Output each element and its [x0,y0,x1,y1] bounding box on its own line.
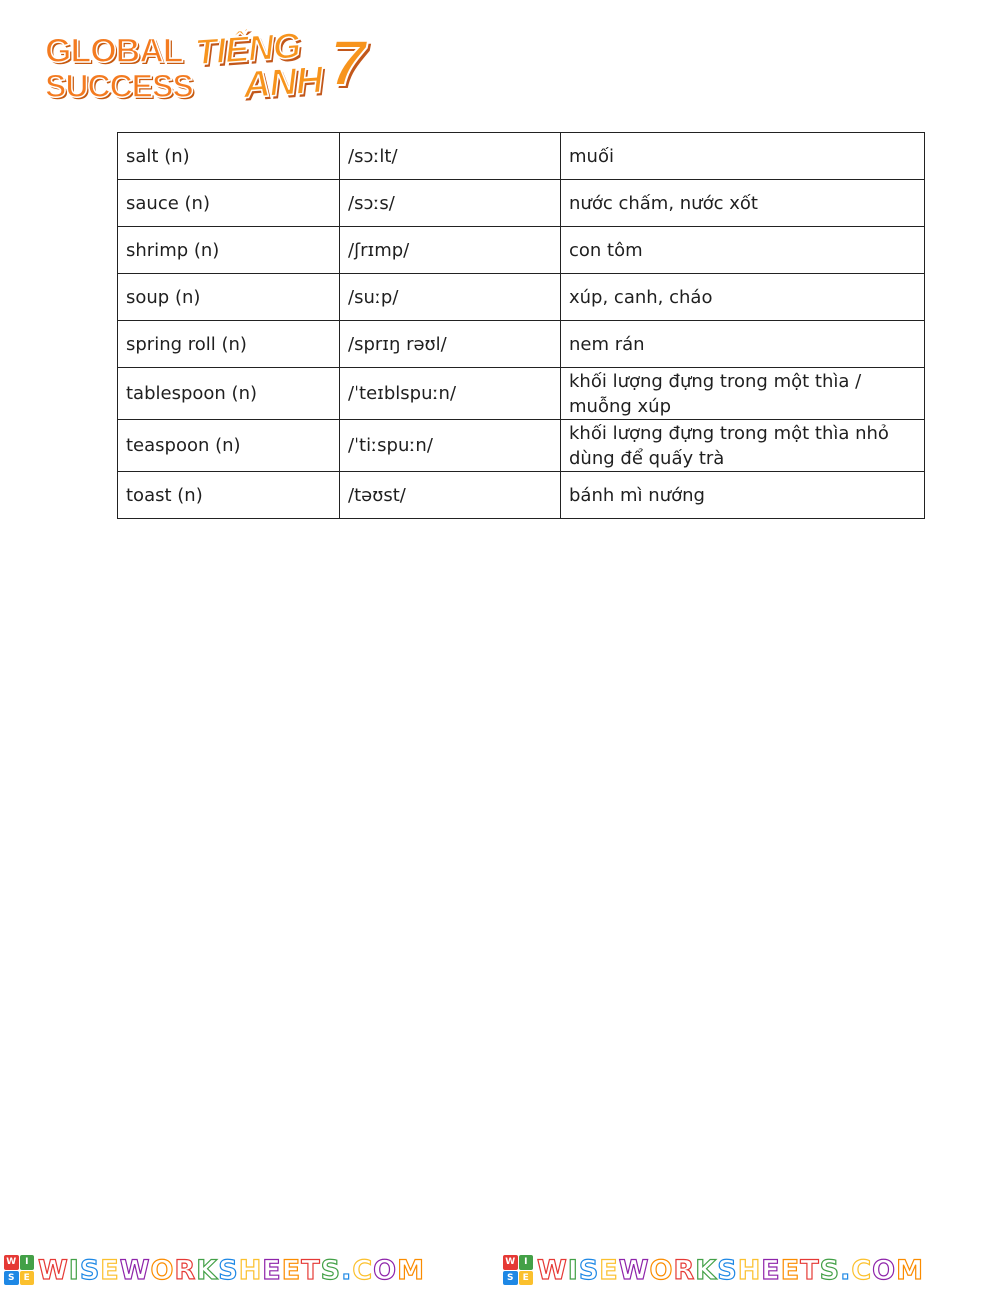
ipa-cell: /sɔːs/ [340,180,561,227]
watermark-letter: W [618,1254,650,1286]
ipa-cell: /ˈteɪblspuːn/ [340,368,561,420]
tieng-anh-line2: ANH [241,59,324,107]
watermark-letter: O [872,1254,897,1286]
table-row [118,274,925,321]
watermark-letter: E [262,1254,282,1286]
watermark-letter: O [649,1254,674,1286]
meaning-cell: nước chấm, nước xốt [561,180,925,227]
meaning-cell: nem rán [561,321,925,368]
grade-number: 7 [330,27,366,99]
word-cell: spring roll (n) [118,321,340,368]
watermark-letter: T [301,1254,321,1286]
watermark-letter: O [150,1254,175,1286]
table-row [118,227,925,274]
watermark-letter: E [780,1254,801,1286]
word-cell: salt (n) [118,133,340,180]
watermark-letter: . [341,1254,353,1286]
watermark-letter: K [695,1254,718,1286]
header-logos [45,18,385,113]
word-cell: toast (n) [118,472,340,519]
watermark-letter: R [673,1254,696,1286]
meaning-cell: xúp, canh, cháo [561,274,925,321]
watermark-letter: E [761,1254,781,1286]
watermark-letter: E [281,1254,302,1286]
watermark-letter: E [599,1254,619,1286]
tieng-anh-line1: TIẾNG [193,24,302,73]
meaning-cell: khối lượng đựng trong một thìa nhỏ dùng để quấy trà [561,420,925,472]
vocabulary-table [117,132,925,519]
ipa-cell: /təʊst/ [340,472,561,519]
global-success-line2: SUCCESS [45,68,193,104]
ipa-cell: /ˈtiːspuːn/ [340,420,561,472]
watermark-letter: S [218,1254,239,1286]
footer-watermark [0,1252,1000,1288]
watermark-text [537,1255,924,1286]
watermark-letter: C [851,1254,873,1286]
word-cell: teaspoon (n) [118,420,340,472]
word-cell: tablespoon (n) [118,368,340,420]
table-row [118,180,925,227]
watermark-left [4,1254,425,1286]
watermark-letter: . [840,1254,852,1286]
watermark-letter: S [578,1254,600,1286]
global-success-logo [45,20,193,110]
watermark-letter: K [196,1254,219,1286]
word-cell: shrimp (n) [118,227,340,274]
watermark-letter: W [119,1254,151,1286]
global-success-line1: GLOBAL [45,32,183,70]
ipa-cell: /sprɪŋ rəʊl/ [340,321,561,368]
watermark-right [503,1254,924,1286]
meaning-cell: bánh mì nướng [561,472,925,519]
watermark-letter: H [737,1254,762,1286]
wiseworksheets-badge-icon: W I S E [503,1255,533,1285]
watermark-letter: C [352,1254,374,1286]
watermark-letter: M [397,1254,425,1286]
meaning-cell: muối [561,133,925,180]
watermark-letter: I [68,1254,80,1286]
watermark-letter: H [238,1254,263,1286]
watermark-letter: S [79,1254,101,1286]
meaning-cell: khối lượng đựng trong một thìa / muỗng xúp [561,368,925,420]
meaning-cell: con tôm [561,227,925,274]
ipa-cell: /ʃrɪmp/ [340,227,561,274]
watermark-letter: S [320,1254,342,1286]
watermark-letter: W [537,1254,568,1286]
word-cell: soup (n) [118,274,340,321]
word-cell: sauce (n) [118,180,340,227]
watermark-letter: R [174,1254,197,1286]
ipa-cell: /sɔːlt/ [340,133,561,180]
watermark-letter: M [896,1254,924,1286]
wiseworksheets-badge-icon: W I S E [4,1255,34,1285]
watermark-letter: I [567,1254,579,1286]
watermark-letter: T [800,1254,820,1286]
table-row [118,420,925,472]
table-row [118,368,925,420]
watermark-letter: W [38,1254,69,1286]
watermark-letter: S [717,1254,738,1286]
watermark-letter: S [819,1254,841,1286]
table-row [118,321,925,368]
table-row [118,472,925,519]
ipa-cell: /suːp/ [340,274,561,321]
watermark-letter: E [100,1254,120,1286]
watermark-text [38,1255,425,1286]
watermark-letter: O [373,1254,398,1286]
tieng-anh-logo [195,24,385,109]
table-row [118,133,925,180]
